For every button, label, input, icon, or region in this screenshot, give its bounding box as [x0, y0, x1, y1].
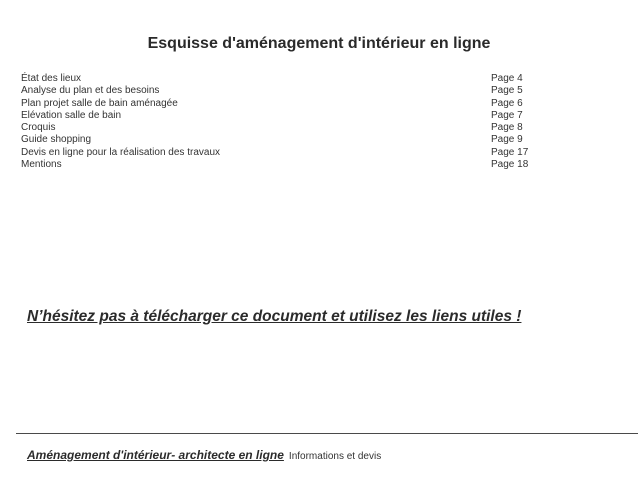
- footer: [27, 446, 381, 464]
- toc-item-label: Analyse du plan et des besoins: [21, 85, 160, 97]
- toc-item-page: Page 9: [491, 134, 523, 146]
- toc-item-label: Guide shopping: [21, 134, 92, 146]
- toc-item-page: Page 18: [491, 159, 529, 171]
- footer-divider: [16, 433, 638, 434]
- toc-item-page: Page 7: [491, 109, 523, 121]
- download-call-to-action: N’hésitez pas à télécharger ce document et utilisez les liens utiles !: [27, 308, 522, 325]
- table-of-contents: [21, 73, 541, 171]
- toc-item-label: Elévation salle de bain: [21, 109, 122, 121]
- footer-info-text: Informations et devis: [288, 451, 382, 462]
- toc-item: [21, 98, 541, 110]
- toc-item: [21, 110, 541, 122]
- toc-item: [21, 85, 541, 97]
- architect-online-link[interactable]: Aménagement d'intérieur- architecte en ligne: [27, 448, 284, 462]
- toc-item-label: Devis en ligne pour la réalisation des travaux: [21, 146, 220, 158]
- document-title: Esquisse d'aménagement d'intérieur en ligne: [147, 35, 491, 52]
- toc-item: [21, 122, 541, 134]
- toc-item-page: Page 5: [491, 85, 523, 97]
- toc-item: [21, 73, 541, 85]
- toc-item-page: Page 4: [491, 73, 523, 84]
- toc-item-page: Page 6: [491, 97, 523, 109]
- toc-item: [21, 147, 541, 159]
- toc-item-label: Croquis: [21, 122, 56, 134]
- toc-item-page: Page 17: [491, 146, 529, 158]
- toc-item: [21, 159, 541, 171]
- toc-item-label: État des lieux: [21, 73, 82, 84]
- toc-item-label: Mentions: [21, 159, 62, 171]
- toc-item-label: Plan projet salle de bain aménagée: [21, 97, 178, 109]
- toc-item-page: Page 8: [491, 122, 523, 134]
- toc-item: [21, 134, 541, 146]
